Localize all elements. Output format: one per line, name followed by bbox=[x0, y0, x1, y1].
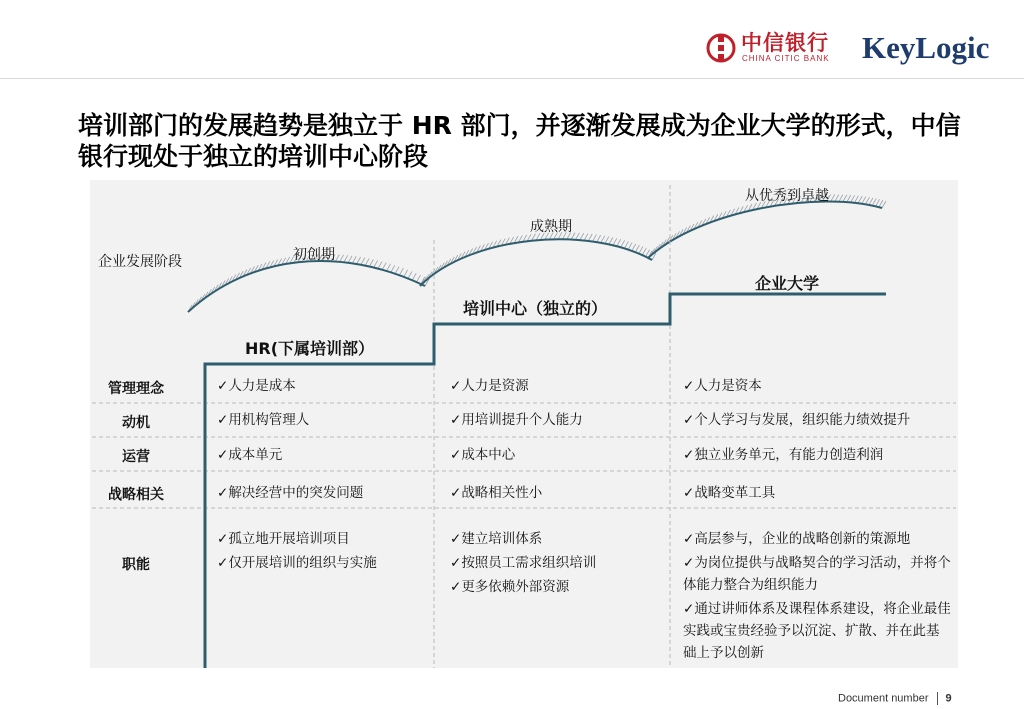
table-cell: ✓成本单元 bbox=[217, 447, 283, 463]
bank-name-cn: 中信银行 bbox=[741, 31, 829, 55]
list-item: ✓通过讲师体系及课程体系建设，将企业最佳实践或宝贵经验予以沉淀、扩散、并在此基础上予以创新 bbox=[683, 601, 951, 661]
curve-startup bbox=[188, 261, 425, 312]
curve-mature bbox=[420, 239, 652, 286]
axis-label: 企业发展阶段 bbox=[98, 254, 182, 270]
list-item: ✓仅开展培训的组织与实施 bbox=[217, 555, 377, 571]
table-cell: ✓人力是成本 bbox=[217, 378, 296, 394]
list-item: ✓按照员工需求组织培训 bbox=[450, 555, 597, 571]
curve-label-excellence: 从优秀到卓越 bbox=[745, 188, 829, 204]
list-item: ✓建立培训体系 bbox=[450, 531, 543, 547]
step-label-training-center: 培训中心（独立的） bbox=[463, 299, 608, 318]
keylogic-logo: KeyLogic bbox=[862, 30, 990, 65]
table-cell: ✓战略变革工具 bbox=[683, 485, 776, 501]
row-header: 管理理念 bbox=[108, 381, 164, 397]
curve-label-startup: 初创期 bbox=[293, 247, 335, 263]
row-header: 动机 bbox=[122, 415, 150, 431]
row-header: 职能 bbox=[122, 557, 150, 573]
row-header: 运营 bbox=[122, 449, 150, 465]
table-cell: ✓个人学习与发展，组织能力绩效提升 bbox=[683, 412, 911, 428]
table-cell: ✓独立业务单元，有能力创造利润 bbox=[683, 447, 884, 463]
list-item: ✓为岗位提供与战略契合的学习活动，并将个体能力整合为组织能力 bbox=[683, 555, 951, 593]
footer-divider bbox=[937, 692, 938, 705]
list-item: ✓孤立地开展培训项目 bbox=[217, 531, 350, 547]
table-cell: ✓用机构管理人 bbox=[217, 412, 310, 428]
step-label-corporate-university: 企业大学 bbox=[755, 274, 820, 293]
step-label-hr: HR(下属培训部） bbox=[245, 339, 375, 358]
table-cell: ✓解决经营中的突发问题 bbox=[217, 485, 364, 501]
page-number: 9 bbox=[945, 692, 952, 705]
footer bbox=[838, 692, 952, 705]
list-item: ✓高层参与，企业的战略创新的策源地 bbox=[683, 531, 911, 547]
curve-label-mature: 成熟期 bbox=[530, 219, 572, 235]
table-cell: ✓人力是资源 bbox=[450, 378, 529, 394]
list-item: ✓更多依赖外部资源 bbox=[450, 579, 570, 595]
bank-name-en: CHINA CITIC BANK bbox=[742, 54, 830, 63]
row-header: 战略相关 bbox=[108, 487, 164, 503]
table-cell: ✓成本中心 bbox=[450, 447, 516, 463]
table-cell bbox=[217, 528, 422, 574]
table-cell bbox=[683, 528, 951, 664]
table-cell: ✓用培训提升个人能力 bbox=[450, 412, 583, 428]
page-title: 培训部门的发展趋势是独立于 HR 部门，并逐渐发展成为企业大学的形式，中信银行现处于独立的培训中心阶段 bbox=[78, 111, 961, 171]
table-cell: ✓战略相关性小 bbox=[450, 485, 543, 501]
table-cell bbox=[450, 528, 665, 598]
document-number-label: Document number bbox=[838, 692, 929, 705]
table-cell: ✓人力是资本 bbox=[683, 378, 762, 394]
